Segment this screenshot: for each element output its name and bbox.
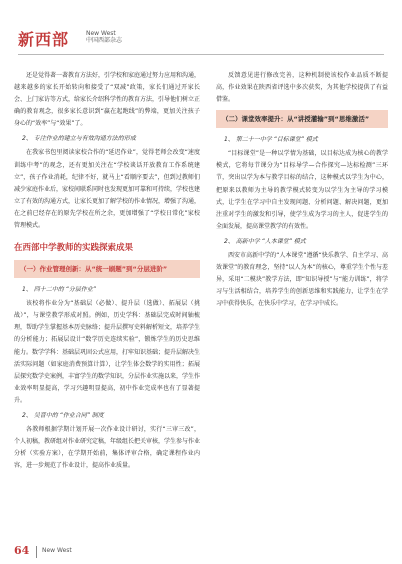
right-column	[216, 70, 388, 313]
body-paragraph: “目标课堂”是一种以学情为基础，以目标达成为核心的教学模式，它将每节课分为“目标导学—合作探究—达标检测”三环节，突出以学为本与教学目标的结合，这种模式以学生为中心，把原来以教师为主导的教学模式转变为以学生为主导的学习模式，让学生在学习中自主发现问题、分析问题、解决问题，更加注重对学生的激发和引导，使学生成为学习的主人，促进学生的全面发展，提高课堂教学的有效性。	[216, 150, 388, 230]
magazine-logo-subtitle	[86, 30, 146, 44]
magazine-logo: 新西部	[18, 30, 70, 49]
callout-heading: （一）作业管理创新：从“统一刷题”到“分层进阶”	[14, 260, 200, 278]
publication-name: New West	[42, 547, 72, 554]
section-title: 在西部中学教师的实践探索成果	[14, 243, 134, 254]
footer-divider	[36, 546, 37, 558]
page-number: 64	[14, 544, 30, 557]
subheading: 2、 吴晋中的 “作业合同” 制度	[22, 411, 104, 419]
header-divider	[18, 54, 384, 55]
body-paragraph: 还是觉得著一著教育方法好，引学校和家庭通过努力应用和沟通，越来越多的家长开始转向和接受了“双减”政策，家长们通过开家长会、上门家访等方式，给家长介绍科学性的教育方法，引导他们树立正确的教育观念，很多家长意识到“赢在起跑线”的弊端，更加关注孩子身心的“效率”与“效果”了。	[14, 72, 201, 128]
body-paragraph: 反馈意见进行修改完善，这种机制使该校作业品质不断提高，作业效果在陕西省评选中多次获奖，为其他学校提供了有益借鉴。	[216, 72, 388, 104]
subheading: 2、 专注作业的建立与有效沟通方法的形成	[22, 135, 136, 143]
logo-en-line2: 中国西部杂志	[86, 37, 123, 44]
page-header	[0, 0, 402, 60]
subheading: 1、 四十二中的 “分层作业”	[22, 286, 96, 294]
subheading: 2、 高新中学 “人本课堂” 模式	[224, 237, 306, 245]
subheading: 1、 第二十一中学 “目标课堂” 模式	[224, 136, 318, 144]
body-paragraph: 在我家书包里阅读家校合作的“延迟作业”，觉得老师会改变“速度训练中考”的观念，还有更加关注在“学校谈话开放教育工作系统建立”，孩子作业消耗，纪律不好，就马上“看顺序要去”，但到过教师们减少家庭作业后，家校间联系同时也发现更加可靠和可持续，学校也建立了有效的沟通方式，让家长更加了解学校的作业情况，增强了沟通，在之前已经存在的原先学校在所之余，更加增强了“学校日常化”家校管理模式。	[14, 149, 201, 230]
callout-heading: （二）课堂效率提升：从“讲授灌输”到“思维激活”	[216, 110, 388, 128]
logo-en-line1: New West	[86, 30, 116, 37]
body-paragraph: 各教师根据学期计划开展一次作业设计研讨，实行“三审三改”，个人初稿，教研组对作业研究定稿，年级组长把关审核，学生参与作业分析（实验方案），在学期开始前，集体评审合格，确定课程作业内容，进一步规范了作业设计，提高作业质量。	[14, 425, 201, 470]
body-paragraph: 西安市高新中学的“人本课堂”遵循“快乐教学、自主学习、高效课堂”的教育理念，坚持“以人为本”的核心，尊重学生个性与差异，采用“二模块”教学方法，即“知识导授”与“能力训练”，将学习与生活相结合，培养学生的创新思维和实践能力，让学生在学习中获得快乐，在快乐中学习，在学习中成长。	[216, 251, 388, 308]
body-paragraph: 该校将作业分为“基础层（必做）、提升层（选做）、拓展层（挑战）”，与课堂教学形成对照。例如，历史学科：基础层完成时间轴梳理，帮助学生掌握基本历史脉络；提升层撰写史料解析短文，培养学生的分析能力；拓展层设计“数学历史连续实验”，锻炼学生的历史思维能力。数学学科：基础层巩固公式应用，打牢知识基础；提升层解决生活实际问题（如家庭消费预算计算），让学生体会数学的实用性；拓展层探究数学史案例，丰富学生的数学知识，分层作业实施以来，学生作业效率明显提高，学习兴趣明显提高，初中作业完成率也有了显著提升。	[14, 300, 201, 404]
left-column	[14, 70, 200, 475]
